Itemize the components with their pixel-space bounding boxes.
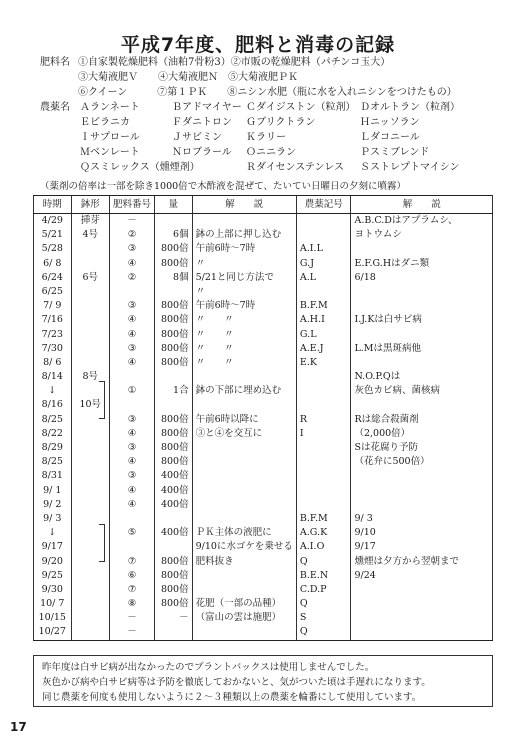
cell-fertilizer-number [110,398,155,412]
pesticide-item: Ｒダイセンステンレス [246,162,344,173]
table-row [34,299,493,313]
pesticide-item: Ｆダニトロン [172,117,232,128]
cell-pot-size [71,597,110,611]
cell-pesticide-code: A.I.O [296,540,351,554]
cell-explanation: 5/21と同じ方法で [192,271,296,285]
cell-period: 8/22 [34,427,72,441]
cell-fertilizer-number: ⑦ [110,583,155,597]
cell-explanation-2 [351,484,493,498]
table-row [34,313,493,327]
cell-pesticide-code [296,228,351,242]
cell-amount: 800倍 [155,455,193,469]
cell-explanation: 午前6時～7時 [192,242,296,256]
cell-explanation: 〃 〃 [192,328,296,342]
cell-amount: 800倍 [155,257,193,271]
cell-explanation-2: （花弁に500倍） [351,455,493,469]
cell-pot-size [71,356,110,370]
cell-explanation [192,583,296,597]
cell-pot-size [71,469,110,483]
cell-explanation-2: 燻煙は夕方から翌朝まで [351,555,493,569]
pesticide-item: Ｑスミレックス（燻煙剤） [80,162,200,173]
cell-pesticide-code: R [296,413,351,427]
cell-amount: 8個 [155,271,193,285]
cell-explanation-2: E.F.G.Hはダニ類 [351,257,493,271]
pesticide-item: Ｎロブラール [172,147,232,158]
cell-pot-size [71,257,110,271]
fertilizer-line: ③大菊液肥Ｖ ④大菊液肥Ｎ ⑤大菊液肥ＰＫ [78,72,298,83]
cell-amount: 400倍 [155,498,193,512]
pesticide-item: Ｈニッソラン [360,117,420,128]
cell-pot-size [71,484,110,498]
cell-explanation [192,569,296,583]
cell-fertilizer-number [110,540,155,554]
table-row [34,484,493,498]
cell-pesticide-code: Q [296,555,351,569]
cell-explanation-2: 9/10 [351,526,493,540]
cell-fertilizer-number: ④ [110,356,155,370]
cell-fertilizer-number: ④ [110,427,155,441]
cell-explanation: 9/10に水ゴケを乗せる [192,540,296,554]
cell-fertilizer-number: － [110,214,155,229]
cell-explanation: 午前6時～7時 [192,299,296,313]
cell-explanation-2: ヨトウムシ [351,228,493,242]
cell-period: 9/20 [34,555,72,569]
cell-pesticide-code: A.I.L [296,242,351,256]
cell-amount [155,512,193,526]
cell-explanation: 午前6時以降に [192,413,296,427]
cell-pesticide-code [296,370,351,384]
cell-explanation-2 [351,328,493,342]
table-row [34,583,493,597]
cell-period: 9/ 2 [34,498,72,512]
cell-fertilizer-number [110,285,155,299]
cell-explanation: 鉢の下部に埋め込む [192,384,296,398]
cell-pesticide-code: B.F.M [296,512,351,526]
cell-amount: 800倍 [155,342,193,356]
cell-amount: 800倍 [155,583,193,597]
cell-amount: 800倍 [155,569,193,583]
cell-fertilizer-number: ③ [110,469,155,483]
cell-fertilizer-number: ③ [110,441,155,455]
cell-pesticide-code: G.J [296,257,351,271]
cell-fertilizer-number: ⑧ [110,597,155,611]
cell-explanation-2 [351,398,493,412]
cell-explanation: 〃 〃 [192,342,296,356]
cell-period: 9/25 [34,569,72,583]
table-row [34,597,493,611]
cell-pot-size [71,342,110,356]
pesticide-item: Ｂアドマイヤー [172,102,242,113]
table-row [34,328,493,342]
cell-pesticide-code [296,469,351,483]
cell-fertilizer-number: ④ [110,455,155,469]
cell-explanation-2 [351,498,493,512]
table-row [34,441,493,455]
cell-amount [155,285,193,299]
cell-pot-size: 10号 [71,398,110,412]
cell-explanation [192,370,296,384]
cell-pot-size: 4号 [71,228,110,242]
cell-pot-size [71,328,110,342]
cell-explanation-2: 6/18 [351,271,493,285]
cell-period: 10/27 [34,625,72,640]
cell-explanation-2: I.J.Kは白サビ病 [351,313,493,327]
cell-fertilizer-number: － [110,625,155,640]
dilution-note: （薬剤の倍率は一部を除き1000倍で木酢液を混ぜて、たいてい日曜日の夕刻に噴霧） [40,181,406,192]
cell-amount: － [155,611,193,625]
cell-pot-size [71,242,110,256]
table-row [34,625,493,640]
cell-fertilizer-number [110,370,155,384]
cell-explanation-2: 灰色カビ病、菌核病 [351,384,493,398]
cell-pesticide-code: S [296,611,351,625]
cell-amount: 800倍 [155,427,193,441]
cell-explanation-2: A.B.C.Dはアプラムシ、 [351,214,493,229]
cell-pesticide-code: E.K [296,356,351,370]
cell-period: 9/ 3 [34,512,72,526]
cell-explanation-2 [351,625,493,640]
table-row [34,611,493,625]
cell-explanation-2 [351,356,493,370]
cell-explanation: 〃 〃 [192,356,296,370]
cell-explanation-2: L.Mは黒斑病他 [351,342,493,356]
cell-amount: 800倍 [155,441,193,455]
cell-explanation: ＰＫ主体の液肥に [192,526,296,540]
cell-period: 8/29 [34,441,72,455]
cell-pesticide-code: Q [296,597,351,611]
cell-explanation-2 [351,242,493,256]
fertilizer-label: 肥料名 [40,57,70,68]
cell-explanation-2: 9/ 3 [351,512,493,526]
cell-explanation: 〃 〃 [192,313,296,327]
cell-pot-size [71,313,110,327]
pesticide-item: Ｏニニラン [246,147,296,158]
table-row [34,285,493,299]
cell-pesticide-code [296,441,351,455]
page-number: 17 [10,720,27,734]
pesticide-item: Ｃダイジストン（粒剤） [246,102,356,113]
cell-pot-size [71,427,110,441]
pesticide-item: Ｊサビミン [172,132,222,143]
cell-explanation-2: 9/24 [351,569,493,583]
fertilizer-line: ①自家製乾燥肥料（油粕7骨粉3）②市販の乾燥肥料（パチンコ玉大） [78,57,391,68]
cell-explanation-2 [351,285,493,299]
cell-explanation: 〃 [192,285,296,299]
table-row [34,342,493,356]
cell-amount: 800倍 [155,313,193,327]
cell-amount [155,398,193,412]
cell-fertilizer-number: ③ [110,413,155,427]
cell-pesticide-code [296,285,351,299]
cell-fertilizer-number: ④ [110,328,155,342]
pesticide-item: Ａランネート [80,102,140,113]
pesticide-item: Ｅピラニカ [80,117,130,128]
header-amount: 量 [155,196,193,214]
cell-explanation [192,625,296,640]
cell-period: 8/14 [34,370,72,384]
cell-explanation-2 [351,469,493,483]
table-row [34,469,493,483]
cell-amount: 6個 [155,228,193,242]
cell-pesticide-code: C.D.P [296,583,351,597]
header-explanation-2: 解 説 [351,196,493,214]
pesticide-item: Ｇブリクトラン [246,117,316,128]
cell-pesticide-code: Q [296,625,351,640]
cell-fertilizer-number: ③ [110,242,155,256]
cell-period: 5/28 [34,242,72,256]
cell-explanation-2: （2,000倍） [351,427,493,441]
pesticide-item: Ｄオルトラン（粒剤） [360,102,460,113]
note-line: 灰色かび病や白サビ病等は予防を徹底しておかないと、気がついた頃は手遅れになります。 [42,677,431,688]
cell-period: 5/21 [34,228,72,242]
cell-amount: 400倍 [155,484,193,498]
cell-amount: 1合 [155,384,193,398]
cell-pesticide-code [296,384,351,398]
cell-pot-size [71,625,110,640]
cell-pot-size: 挿芽 [71,214,110,229]
cell-period: 8/25 [34,455,72,469]
cell-period: 7/23 [34,328,72,342]
cell-amount: 400倍 [155,469,193,483]
date-range-bracket [99,524,105,562]
cell-fertilizer-number: ④ [110,484,155,498]
cell-explanation-2: N.O.P.Qは [351,370,493,384]
cell-fertilizer-number: － [110,611,155,625]
cell-amount [155,625,193,640]
cell-explanation-2 [351,611,493,625]
cell-period: 7/ 9 [34,299,72,313]
cell-fertilizer-number: ③ [110,342,155,356]
header-period: 時期 [34,196,72,214]
cell-pesticide-code [296,455,351,469]
cell-period: ↓ [34,526,72,540]
cell-period: 7/30 [34,342,72,356]
table-row [34,228,493,242]
cell-explanation: （富山の雲は施肥） [192,611,296,625]
cell-pesticide-code: I [296,427,351,441]
cell-amount: 800倍 [155,328,193,342]
cell-pesticide-code [296,498,351,512]
cell-pesticide-code: A.L [296,271,351,285]
note-line: 昨年度は白サビ病が出なかったのでプラントバックスは使用しませんでした。 [42,662,375,673]
cell-fertilizer-number: ⑥ [110,569,155,583]
header-explanation: 解 説 [192,196,296,214]
cell-pesticide-code: A.E.J [296,342,351,356]
cell-pesticide-code [296,214,351,229]
cell-period: 8/16 [34,398,72,412]
cell-pesticide-code [296,398,351,412]
table-row [34,271,493,285]
cell-amount [155,214,193,229]
cell-fertilizer-number: ② [110,228,155,242]
cell-pot-size [71,285,110,299]
cell-pot-size [71,455,110,469]
table-row [34,427,493,441]
cell-explanation [192,441,296,455]
cell-pot-size [71,299,110,313]
cell-amount: 800倍 [155,242,193,256]
cell-amount [155,540,193,554]
cell-explanation: 肥料抜き [192,555,296,569]
cell-pot-size [71,569,110,583]
cell-explanation: 鉢の上部に押し込む [192,228,296,242]
pesticide-item: Ｐスミブレンド [360,147,430,158]
pesticide-item: Ｋラリー [246,132,286,143]
cell-fertilizer-number: ⑤ [110,526,155,540]
header-pot-size: 鉢形 [71,196,110,214]
cell-pesticide-code: G.L [296,328,351,342]
cell-amount: 800倍 [155,413,193,427]
cell-period: 10/15 [34,611,72,625]
header-pesticide-code: 農薬記号 [296,196,351,214]
cell-explanation [192,512,296,526]
cell-explanation: 花肥（一部の品種） [192,597,296,611]
cell-amount: 800倍 [155,555,193,569]
cell-period: 7/16 [34,313,72,327]
fertilizer-line: ⑥クイーン ⑦第１ＰＫ ⑧ニシン水肥（瓶に水を入れニシンをつけたもの） [78,87,457,98]
cell-explanation [192,498,296,512]
note-line: 同じ農薬を何度も使用しないように２～３種類以上の農薬を輪番にして使用しています。 [42,692,422,703]
table-row [34,214,493,229]
cell-period: 8/25 [34,413,72,427]
cell-fertilizer-number: ④ [110,313,155,327]
cell-period: 4/29 [34,214,72,229]
cell-pot-size: 6号 [71,271,110,285]
pesticide-item: Ｓストレプトマイシン [360,162,460,173]
table-row [34,569,493,583]
cell-pot-size [71,583,110,597]
cell-period: ↓ [34,384,72,398]
pesticide-item: Ｌダコニール [360,132,420,143]
table-header-row [34,196,493,214]
page-title: 平成7年度、肥料と消毒の記録 [120,34,396,56]
cell-fertilizer-number: ⑦ [110,555,155,569]
table-row [34,356,493,370]
cell-amount: 800倍 [155,597,193,611]
cell-period: 6/24 [34,271,72,285]
cell-period: 8/31 [34,469,72,483]
cell-period: 9/ 1 [34,484,72,498]
cell-pot-size [71,498,110,512]
cell-explanation: ③と④を交互に [192,427,296,441]
pesticide-item: Ｍベンレート [80,147,140,158]
table-row [34,498,493,512]
notes-box [33,655,493,707]
pesticide-item: Ｉサプロール [80,132,140,143]
cell-pesticide-code: A.H.I [296,313,351,327]
cell-fertilizer-number [110,512,155,526]
cell-pesticide-code [296,484,351,498]
cell-amount [155,370,193,384]
cell-explanation [192,455,296,469]
cell-explanation-2: Sは花腐り予防 [351,441,493,455]
cell-period: 9/17 [34,540,72,554]
cell-explanation: 〃 [192,257,296,271]
cell-pot-size [71,611,110,625]
cell-period: 6/ 8 [34,257,72,271]
pesticide-label: 農薬名 [40,102,70,113]
cell-fertilizer-number: ④ [110,257,155,271]
cell-period: 10/ 7 [34,597,72,611]
cell-fertilizer-number: ③ [110,299,155,313]
cell-period: 9/30 [34,583,72,597]
cell-amount: 800倍 [155,299,193,313]
cell-period: 6/25 [34,285,72,299]
date-range-bracket [99,381,105,419]
cell-pesticide-code: A.G.K [296,526,351,540]
table-row [34,455,493,469]
cell-period: 8/ 6 [34,356,72,370]
header-fertilizer-number: 肥料番号 [110,196,155,214]
cell-pot-size [71,441,110,455]
table-row [34,242,493,256]
cell-pesticide-code: B.E.N [296,569,351,583]
cell-fertilizer-number: ④ [110,498,155,512]
table-row [34,257,493,271]
cell-explanation [192,484,296,498]
cell-pesticide-code: B.F.M [296,299,351,313]
cell-amount: 400倍 [155,526,193,540]
cell-explanation [192,469,296,483]
cell-explanation [192,398,296,412]
cell-explanation-2: Rは総合殺菌剤 [351,413,493,427]
cell-amount: 800倍 [155,356,193,370]
cell-explanation-2 [351,583,493,597]
cell-explanation [192,214,296,229]
cell-pot-size: 8号 [71,370,110,384]
cell-explanation-2: 9/17 [351,540,493,554]
cell-fertilizer-number: ② [110,271,155,285]
cell-explanation-2 [351,299,493,313]
cell-explanation-2 [351,597,493,611]
cell-fertilizer-number: ① [110,384,155,398]
